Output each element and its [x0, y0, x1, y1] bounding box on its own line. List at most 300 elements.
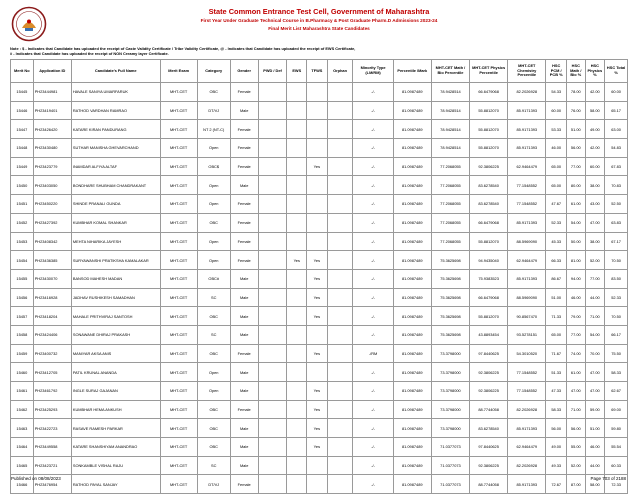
- table-cell: [287, 83, 307, 102]
- table-cell: RATHOD PAYAL SANJAY: [71, 475, 160, 494]
- table-cell: [258, 195, 287, 214]
- table-header: [11, 60, 628, 83]
- table-cell: Male: [230, 176, 258, 195]
- table-cell: [258, 269, 287, 288]
- table-cell: PH23450220: [33, 195, 71, 214]
- table-cell: Female: [230, 232, 258, 251]
- table-cell: SUTHAR MANISHA GHEVARCHAND: [71, 139, 160, 158]
- table-cell: [258, 438, 287, 457]
- table-cell: 85.9171393: [508, 120, 546, 139]
- table-cell: MEHTA NIHARIKA JAYESH: [71, 232, 160, 251]
- table-cell: -/-: [353, 120, 393, 139]
- table-cell: [327, 251, 353, 270]
- table-cell: 45.33: [546, 232, 567, 251]
- table-cell: [258, 307, 287, 326]
- table-cell: 54.33: [546, 83, 567, 102]
- table-cell: MHT-CET: [160, 83, 197, 102]
- table-cell: DT/VJ: [197, 101, 230, 120]
- column-header: Minority Type (LM/RM): [353, 60, 393, 83]
- published-date: Published on 08/08/2023: [11, 476, 61, 481]
- table-cell: OBC: [197, 419, 230, 438]
- table-cell: 47.00: [585, 363, 605, 382]
- table-cell: 62.9464479: [508, 438, 546, 457]
- merit-table: [10, 59, 628, 494]
- table-cell: [287, 456, 307, 475]
- table-cell: 47.00: [585, 382, 605, 401]
- table-cell: 82.2026928: [508, 456, 546, 475]
- table-cell: [287, 269, 307, 288]
- table-cell: 77.2068055: [431, 157, 469, 176]
- table-cell: 71.33: [546, 307, 567, 326]
- table-cell: 52.50: [605, 195, 628, 214]
- table-cell: 43.8893454: [470, 325, 508, 344]
- table-cell: MHT-CET: [160, 456, 197, 475]
- table-cell: 81.0987489: [393, 139, 431, 158]
- table-cell: 77.00: [567, 325, 586, 344]
- table-cell: 66.6479068: [470, 83, 508, 102]
- table-cell: [287, 438, 307, 457]
- table-cell: RASAVE RAMESH PARKAR: [71, 419, 160, 438]
- table-cell: [258, 288, 287, 307]
- table-cell: Male: [230, 307, 258, 326]
- table-cell: -/-: [353, 176, 393, 195]
- table-cell: PH23436385: [33, 251, 71, 270]
- table-cell: -/-: [353, 382, 393, 401]
- table-cell: [258, 456, 287, 475]
- table-row: [11, 475, 628, 494]
- table-cell: KATARE KIRAN PANDURANG: [71, 120, 160, 139]
- table-cell: 69.00: [605, 400, 628, 419]
- table-cell: MHT-CET: [160, 195, 197, 214]
- table-cell: [327, 195, 353, 214]
- table-cell: 46.00: [546, 139, 567, 158]
- table-cell: [307, 101, 328, 120]
- table-cell: 49.00: [585, 120, 605, 139]
- column-header: Orphan: [327, 60, 353, 83]
- table-cell: KUMBHAR KOMAL SHANKAR: [71, 213, 160, 232]
- table-cell: 42.00: [585, 83, 605, 102]
- page-title: State Common Entrance Test Cell, Government of Maharashtra: [208, 7, 430, 16]
- table-cell: [258, 400, 287, 419]
- table-cell: 15457: [11, 307, 34, 326]
- table-cell: 15464: [11, 438, 34, 457]
- table-cell: Open: [197, 251, 230, 270]
- table-row: [11, 400, 628, 419]
- table-cell: MHT-CET: [160, 213, 197, 232]
- table-cell: 90.8567470: [508, 307, 546, 326]
- notes: [10, 46, 628, 57]
- table-cell: Open: [197, 382, 230, 401]
- table-cell: MHT-CET: [160, 419, 197, 438]
- table-cell: MHT-CET: [160, 382, 197, 401]
- note-line: Note : $ - Indicates that Candidate has uploaded the receipt of Caste Validity Certificate / Tribe Validity Certificate, @ - Indicates that Candidate has uploaded the receipt of EWS Certificate,: [10, 46, 356, 51]
- table-cell: MHT-CET: [160, 120, 197, 139]
- table-cell: 44.00: [585, 288, 605, 307]
- table-cell: 52.00: [585, 251, 605, 270]
- table-row: [11, 195, 628, 214]
- table-cell: PH23418204: [33, 307, 71, 326]
- table-cell: 54.83: [605, 139, 628, 158]
- table-cell: 81.0987489: [393, 456, 431, 475]
- table-cell: PH23403050: [33, 176, 71, 195]
- table-cell: OBC: [197, 400, 230, 419]
- table-cell: [258, 157, 287, 176]
- table-cell: Female: [230, 120, 258, 139]
- table-row: [11, 120, 628, 139]
- table-cell: 15446: [11, 101, 34, 120]
- table-cell: 75.3625698: [431, 269, 469, 288]
- table-cell: 81.0987489: [393, 288, 431, 307]
- table-cell: Female: [230, 251, 258, 270]
- table-cell: 46.00: [585, 438, 605, 457]
- table-cell: Yes: [307, 419, 328, 438]
- table-cell: 60.33: [605, 456, 628, 475]
- table-cell: -/-: [353, 213, 393, 232]
- table-cell: [327, 139, 353, 158]
- table-cell: 55.00: [567, 438, 586, 457]
- table-cell: [327, 456, 353, 475]
- table-cell: [287, 475, 307, 494]
- table-cell: 77.2068055: [431, 195, 469, 214]
- table-cell: 71.67: [546, 344, 567, 363]
- table-cell: 81.0987489: [393, 419, 431, 438]
- table-cell: 67.17: [605, 232, 628, 251]
- table-cell: Yes: [307, 251, 328, 270]
- table-cell: 78.9428514: [431, 101, 469, 120]
- table-cell: [307, 456, 328, 475]
- table-cell: 83.6278540: [470, 195, 508, 214]
- table-cell: 82.2026928: [508, 400, 546, 419]
- table-cell: 75.50: [605, 344, 628, 363]
- table-cell: 51.00: [567, 120, 586, 139]
- table-row: [11, 438, 628, 457]
- table-cell: PH23423779: [33, 157, 71, 176]
- note-line: # - Indicates that Candidate has uploaded the receipt of NON Creamy layer Certificate.: [10, 51, 169, 57]
- table-cell: [327, 213, 353, 232]
- table-cell: 70.83: [605, 176, 628, 195]
- table-cell: 61.00: [567, 363, 586, 382]
- table-cell: [287, 363, 307, 382]
- column-header: MHT-CET Math / Bio Percentile: [431, 60, 469, 83]
- table-cell: OBC: [197, 438, 230, 457]
- table-cell: [258, 213, 287, 232]
- table-cell: 52.33: [605, 288, 628, 307]
- table-cell: 54.3010520: [508, 344, 546, 363]
- table-cell: Female: [230, 83, 258, 102]
- table-cell: 73.3798000: [431, 344, 469, 363]
- column-header: EWS: [287, 60, 307, 83]
- table-cell: 81.0987489: [393, 213, 431, 232]
- table-cell: 67.83: [605, 157, 628, 176]
- table-cell: 81.0987489: [393, 382, 431, 401]
- table-cell: [258, 176, 287, 195]
- table-cell: 38.00: [585, 232, 605, 251]
- table-cell: -/-: [353, 251, 393, 270]
- table-cell: -/-: [353, 307, 393, 326]
- table-cell: [327, 120, 353, 139]
- table-cell: 88.7744058: [470, 475, 508, 494]
- table-row: [11, 325, 628, 344]
- table-cell: [287, 325, 307, 344]
- table-cell: 71.0377073: [431, 456, 469, 475]
- table-cell: [307, 232, 328, 251]
- table-cell: 15461: [11, 382, 34, 401]
- table-cell: KATARE SHANSHIYAM ANANDRAO: [71, 438, 160, 457]
- table-cell: 55.8812070: [470, 120, 508, 139]
- table-cell: 75.3625698: [431, 251, 469, 270]
- table-cell: MHT-CET: [160, 400, 197, 419]
- table-cell: 73.3798000: [431, 419, 469, 438]
- table-cell: 77.00: [585, 269, 605, 288]
- table-cell: 56.00: [567, 139, 586, 158]
- table-cell: 78.9428514: [431, 83, 469, 102]
- table-cell: 88.5969090: [508, 232, 546, 251]
- table-cell: [287, 419, 307, 438]
- table-cell: 71.00: [567, 400, 586, 419]
- table-cell: [287, 120, 307, 139]
- table-cell: 77.2068055: [431, 232, 469, 251]
- table-cell: 51.00: [585, 419, 605, 438]
- table-cell: PH23419401: [33, 101, 71, 120]
- table-cell: [287, 382, 307, 401]
- table-cell: [258, 232, 287, 251]
- table-cell: Yes: [287, 251, 307, 270]
- table-cell: 15449: [11, 157, 34, 176]
- table-cell: 78.9428514: [431, 139, 469, 158]
- table-cell: 65.17: [605, 101, 628, 120]
- table-cell: 55.8812070: [470, 139, 508, 158]
- table-cell: 54.00: [567, 213, 586, 232]
- table-cell: [258, 382, 287, 401]
- table-cell: INGLE SURAJ GAJANAN: [71, 382, 160, 401]
- page-subtitle: First Year Under Graduate Technical Course in B.Pharmacy & Post Graduate Pharm.D Admissions 2023-24: [200, 18, 438, 23]
- table-cell: HAVALE SANIYA UMARFARUK: [71, 83, 160, 102]
- table-cell: 77.2068055: [431, 176, 469, 195]
- table-cell: BANSOD MAHESH MADAN: [71, 269, 160, 288]
- table-cell: Female: [230, 195, 258, 214]
- table-cell: 42.00: [585, 139, 605, 158]
- table-cell: PH23400732: [33, 344, 71, 363]
- table-cell: [287, 195, 307, 214]
- table-row: [11, 83, 628, 102]
- table-cell: 49.33: [546, 456, 567, 475]
- table-cell: OBC: [197, 344, 230, 363]
- table-cell: PH23412705: [33, 363, 71, 382]
- table-cell: JADHAV RUSHIKESH SAMADHAN: [71, 288, 160, 307]
- table-cell: MAHALE PRITHVIRAJ SANTOSH: [71, 307, 160, 326]
- table-row: [11, 213, 628, 232]
- table-cell: Female: [230, 344, 258, 363]
- table-cell: PH23476954: [33, 475, 71, 494]
- table-cell: Male: [230, 382, 258, 401]
- table-cell: 59.80: [605, 419, 628, 438]
- table-cell: 81.0987489: [393, 269, 431, 288]
- table-cell: MHT-CET: [160, 139, 197, 158]
- table-cell: [258, 83, 287, 102]
- table-cell: OBC$: [197, 157, 230, 176]
- table-cell: NT 2 (NT-C): [197, 120, 230, 139]
- table-cell: 66.17: [605, 325, 628, 344]
- table-cell: Female: [230, 475, 258, 494]
- table-cell: SC: [197, 456, 230, 475]
- table-cell: 75.9383523: [470, 269, 508, 288]
- table-cell: 15465: [11, 456, 34, 475]
- table-cell: 86.67: [546, 269, 567, 288]
- table-cell: [327, 83, 353, 102]
- table-cell: 15463: [11, 419, 34, 438]
- table-cell: PH23425293: [33, 400, 71, 419]
- table-cell: 72.33: [605, 475, 628, 494]
- table-cell: MHT-CET: [160, 363, 197, 382]
- table-cell: 92.3806225: [470, 363, 508, 382]
- table-cell: Female: [230, 139, 258, 158]
- table-cell: 77.1548552: [508, 363, 546, 382]
- table-cell: SURYAWANSHI PRATIKSHA KAMALAKAR: [71, 251, 160, 270]
- table-cell: BONDHARE SHUBHAM CHANDRAKANT: [71, 176, 160, 195]
- table-cell: MHT-CET: [160, 307, 197, 326]
- table-cell: PH23416928: [33, 288, 71, 307]
- table-cell: -/-: [353, 195, 393, 214]
- table-row: [11, 269, 628, 288]
- table-cell: PH23430070: [33, 269, 71, 288]
- table-cell: PH23444981: [33, 83, 71, 102]
- table-cell: Yes: [307, 344, 328, 363]
- table-cell: 81.0987489: [393, 344, 431, 363]
- table-cell: [327, 232, 353, 251]
- table-cell: 63.83: [605, 213, 628, 232]
- table-cell: 15448: [11, 139, 34, 158]
- table-cell: Yes: [307, 382, 328, 401]
- table-cell: 78.9428514: [431, 120, 469, 139]
- table-cell: 81.0987489: [393, 307, 431, 326]
- table-cell: [287, 232, 307, 251]
- table-cell: MHT-CET: [160, 269, 197, 288]
- table-row: [11, 139, 628, 158]
- table-cell: 55.54: [605, 438, 628, 457]
- table-cell: 56.00: [546, 419, 567, 438]
- table-cell: 65.00: [546, 176, 567, 195]
- table-cell: 43.00: [585, 195, 605, 214]
- table-cell: OBC: [197, 213, 230, 232]
- table-cell: 62.67: [605, 382, 628, 401]
- page-number: Page 703 of 2188: [590, 476, 626, 481]
- table-cell: 61.00: [567, 195, 586, 214]
- table-cell: 88.5969090: [508, 288, 546, 307]
- table-row: [11, 251, 628, 270]
- table-cell: SC: [197, 325, 230, 344]
- table-cell: 71.00: [585, 307, 605, 326]
- table-cell: [287, 400, 307, 419]
- table-cell: 81.0987489: [393, 325, 431, 344]
- table-cell: 97.8440625: [470, 344, 508, 363]
- table-cell: MHT-CET: [160, 251, 197, 270]
- table-cell: OBC#: [197, 269, 230, 288]
- table-cell: PH23424406: [33, 325, 71, 344]
- table-cell: 47.33: [546, 382, 567, 401]
- table-cell: PH23426420: [33, 120, 71, 139]
- table-cell: -/-: [353, 157, 393, 176]
- table-cell: PH23427392: [33, 213, 71, 232]
- table-cell: 15466: [11, 475, 34, 494]
- table-cell: 75.3625698: [431, 307, 469, 326]
- column-header: HSC Physics %: [585, 60, 605, 83]
- column-header: Percentile /Mark: [393, 60, 431, 83]
- column-header: Merit Exam: [160, 60, 197, 83]
- table-cell: 81.0987489: [393, 251, 431, 270]
- table-cell: PH23449558: [33, 438, 71, 457]
- table-cell: 82.2026928: [508, 83, 546, 102]
- table-cell: -/-: [353, 363, 393, 382]
- column-header: Gender: [230, 60, 258, 83]
- table-cell: 66.33: [546, 251, 567, 270]
- table-row: [11, 176, 628, 195]
- table-cell: Yes: [307, 157, 328, 176]
- table-cell: Male: [230, 456, 258, 475]
- table-cell: 50.00: [567, 232, 586, 251]
- table-cell: Open: [197, 363, 230, 382]
- table-cell: DT/VJ: [197, 475, 230, 494]
- table-cell: 65.00: [546, 157, 567, 176]
- table-cell: [287, 288, 307, 307]
- table-cell: 81.0987489: [393, 438, 431, 457]
- table-cell: PH23423721: [33, 456, 71, 475]
- table-cell: SHINDE PRANALI GUNDA: [71, 195, 160, 214]
- table-cell: -/-: [353, 139, 393, 158]
- table-cell: Female: [230, 400, 258, 419]
- table-cell: RATHOD VARDHAN RAMRAO: [71, 101, 160, 120]
- table-cell: [327, 419, 353, 438]
- table-cell: 66.6479068: [470, 288, 508, 307]
- table-row: [11, 288, 628, 307]
- table-cell: SONKAMBLE VISHAL RAJU: [71, 456, 160, 475]
- table-cell: Male: [230, 288, 258, 307]
- table-cell: -/-: [353, 269, 393, 288]
- table-cell: MHT-CET: [160, 344, 197, 363]
- table-cell: 73.3798000: [431, 400, 469, 419]
- table-cell: MHT-CET: [160, 438, 197, 457]
- table-cell: PATIL KRUNAL ANANDA: [71, 363, 160, 382]
- table-cell: [307, 176, 328, 195]
- table-cell: [327, 325, 353, 344]
- table-cell: MHT-CET: [160, 176, 197, 195]
- table-cell: Yes: [307, 400, 328, 419]
- table-cell: 81.0987489: [393, 157, 431, 176]
- table-cell: 52.00: [567, 456, 586, 475]
- table-cell: -/-: [353, 325, 393, 344]
- table-cell: Open: [197, 232, 230, 251]
- table-cell: [258, 101, 287, 120]
- table-cell: 60.00: [585, 157, 605, 176]
- table-cell: -/-: [353, 101, 393, 120]
- table-cell: 47.67: [546, 195, 567, 214]
- column-header: TFWS: [307, 60, 328, 83]
- table-row: [11, 307, 628, 326]
- table-cell: 71.0377073: [431, 438, 469, 457]
- table-cell: Male: [230, 269, 258, 288]
- table-cell: [258, 251, 287, 270]
- table-cell: -/-: [353, 419, 393, 438]
- table-cell: Open: [197, 195, 230, 214]
- table-cell: [327, 382, 353, 401]
- table-cell: 15453: [11, 232, 34, 251]
- table-cell: OBC: [197, 307, 230, 326]
- table-cell: 85.9171393: [508, 139, 546, 158]
- table-cell: 47.00: [585, 213, 605, 232]
- table-cell: [327, 475, 353, 494]
- table-cell: 77.1548552: [508, 176, 546, 195]
- table-cell: [327, 438, 353, 457]
- table-cell: 70.50: [605, 307, 628, 326]
